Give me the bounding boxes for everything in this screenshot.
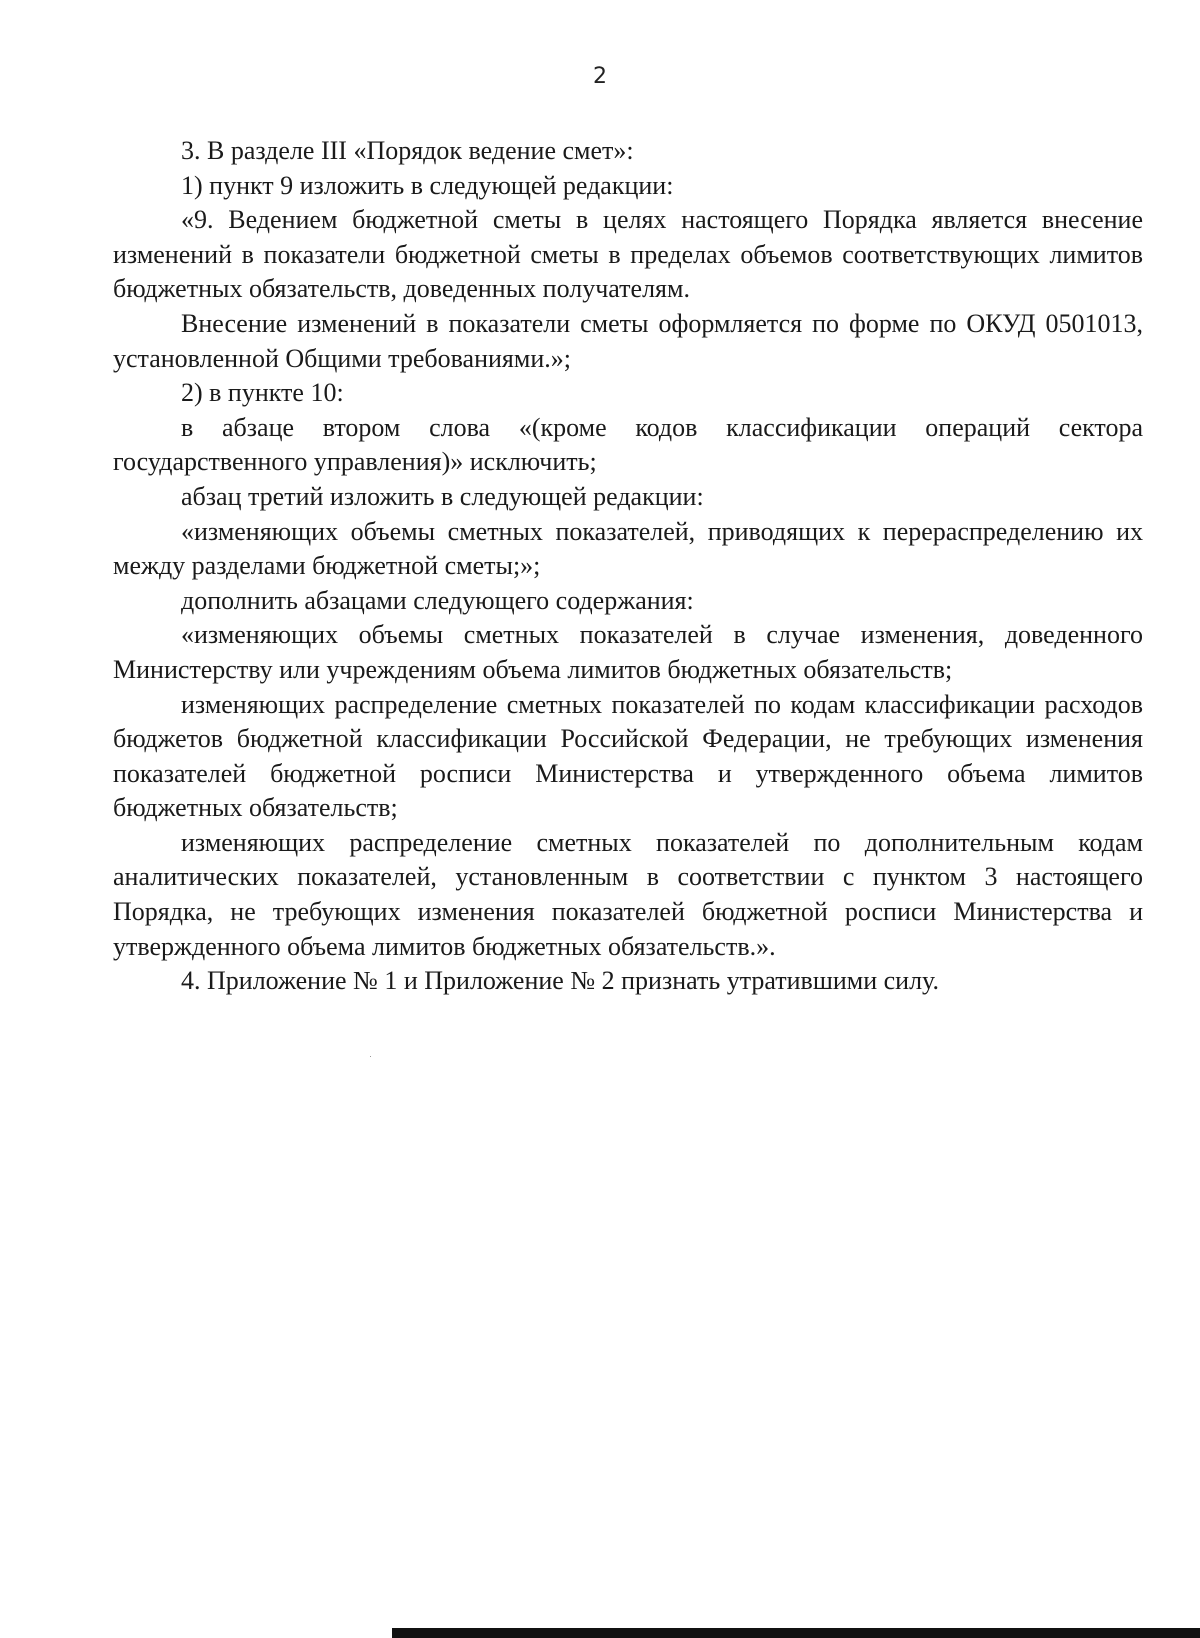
paragraph-point-9: «9. Ведением бюджетной сметы в целях настоящего Порядка является внесение изменений в показатели бюджетной сметы в пределах объемов соответствующих лимитов бюджетных обязательств, доведенных получателям. xyxy=(113,205,1143,304)
paragraph-supplement-1: «изменяющих объемы сметных показателей в случае изменения, доведенного Министерству или учреждениям объема лимитов бюджетных обязательств; xyxy=(113,620,1143,684)
paragraph-supplement: дополнить абзацами следующего содержания: xyxy=(181,585,694,615)
paragraph-okud: Внесение изменений в показатели сметы оформляется по форме по ОКУД 0501013, установленной Общими требованиями.»; xyxy=(113,308,1143,373)
paragraph-supplement-3: изменяющих распределение сметных показателей по дополнительным кодам аналитических показателей, установленным в соответствии с пунктом 3 настоящего Порядка, не требующих изменения показателей бюджетной росписи Министерства и утвержденного объема лимитов бюджетных обязательств.». xyxy=(113,827,1143,961)
paragraph-abzac-3-text: «изменяющих объемы сметных показателей, приводящих к перераспределению их между разделами бюджетной сметы;»; xyxy=(113,516,1143,581)
scan-speck xyxy=(370,1056,371,1057)
scan-bottom-edge xyxy=(392,1628,1200,1638)
document-body xyxy=(113,134,1143,999)
paragraph-supplement-2: изменяющих распределение сметных показателей по кодам классификации расходов бюджетов бюджетной классификации Российской Федерации, не требующих изменения показателей бюджетной росписи Министерства и утвержденного объема лимитов бюджетных обязательств; xyxy=(113,689,1143,823)
paragraph-abzac-2: в абзаце втором слова «(кроме кодов классификации операций сектора государственного управления)» исключить; xyxy=(113,412,1143,477)
page-number: 2 xyxy=(593,64,607,89)
paragraph-item-2: 2) в пункте 10: xyxy=(181,378,344,408)
paragraph-item-1: 1) пункт 9 изложить в следующей редакции: xyxy=(181,170,674,200)
paragraph-section-3: 3. В разделе III «Порядок ведение смет»: xyxy=(181,136,634,165)
paragraph-abzac-3: абзац третий изложить в следующей редакции: xyxy=(181,481,704,511)
paragraph-section-4: 4. Приложение № 1 и Приложение № 2 признать утратившими силу. xyxy=(181,966,939,996)
